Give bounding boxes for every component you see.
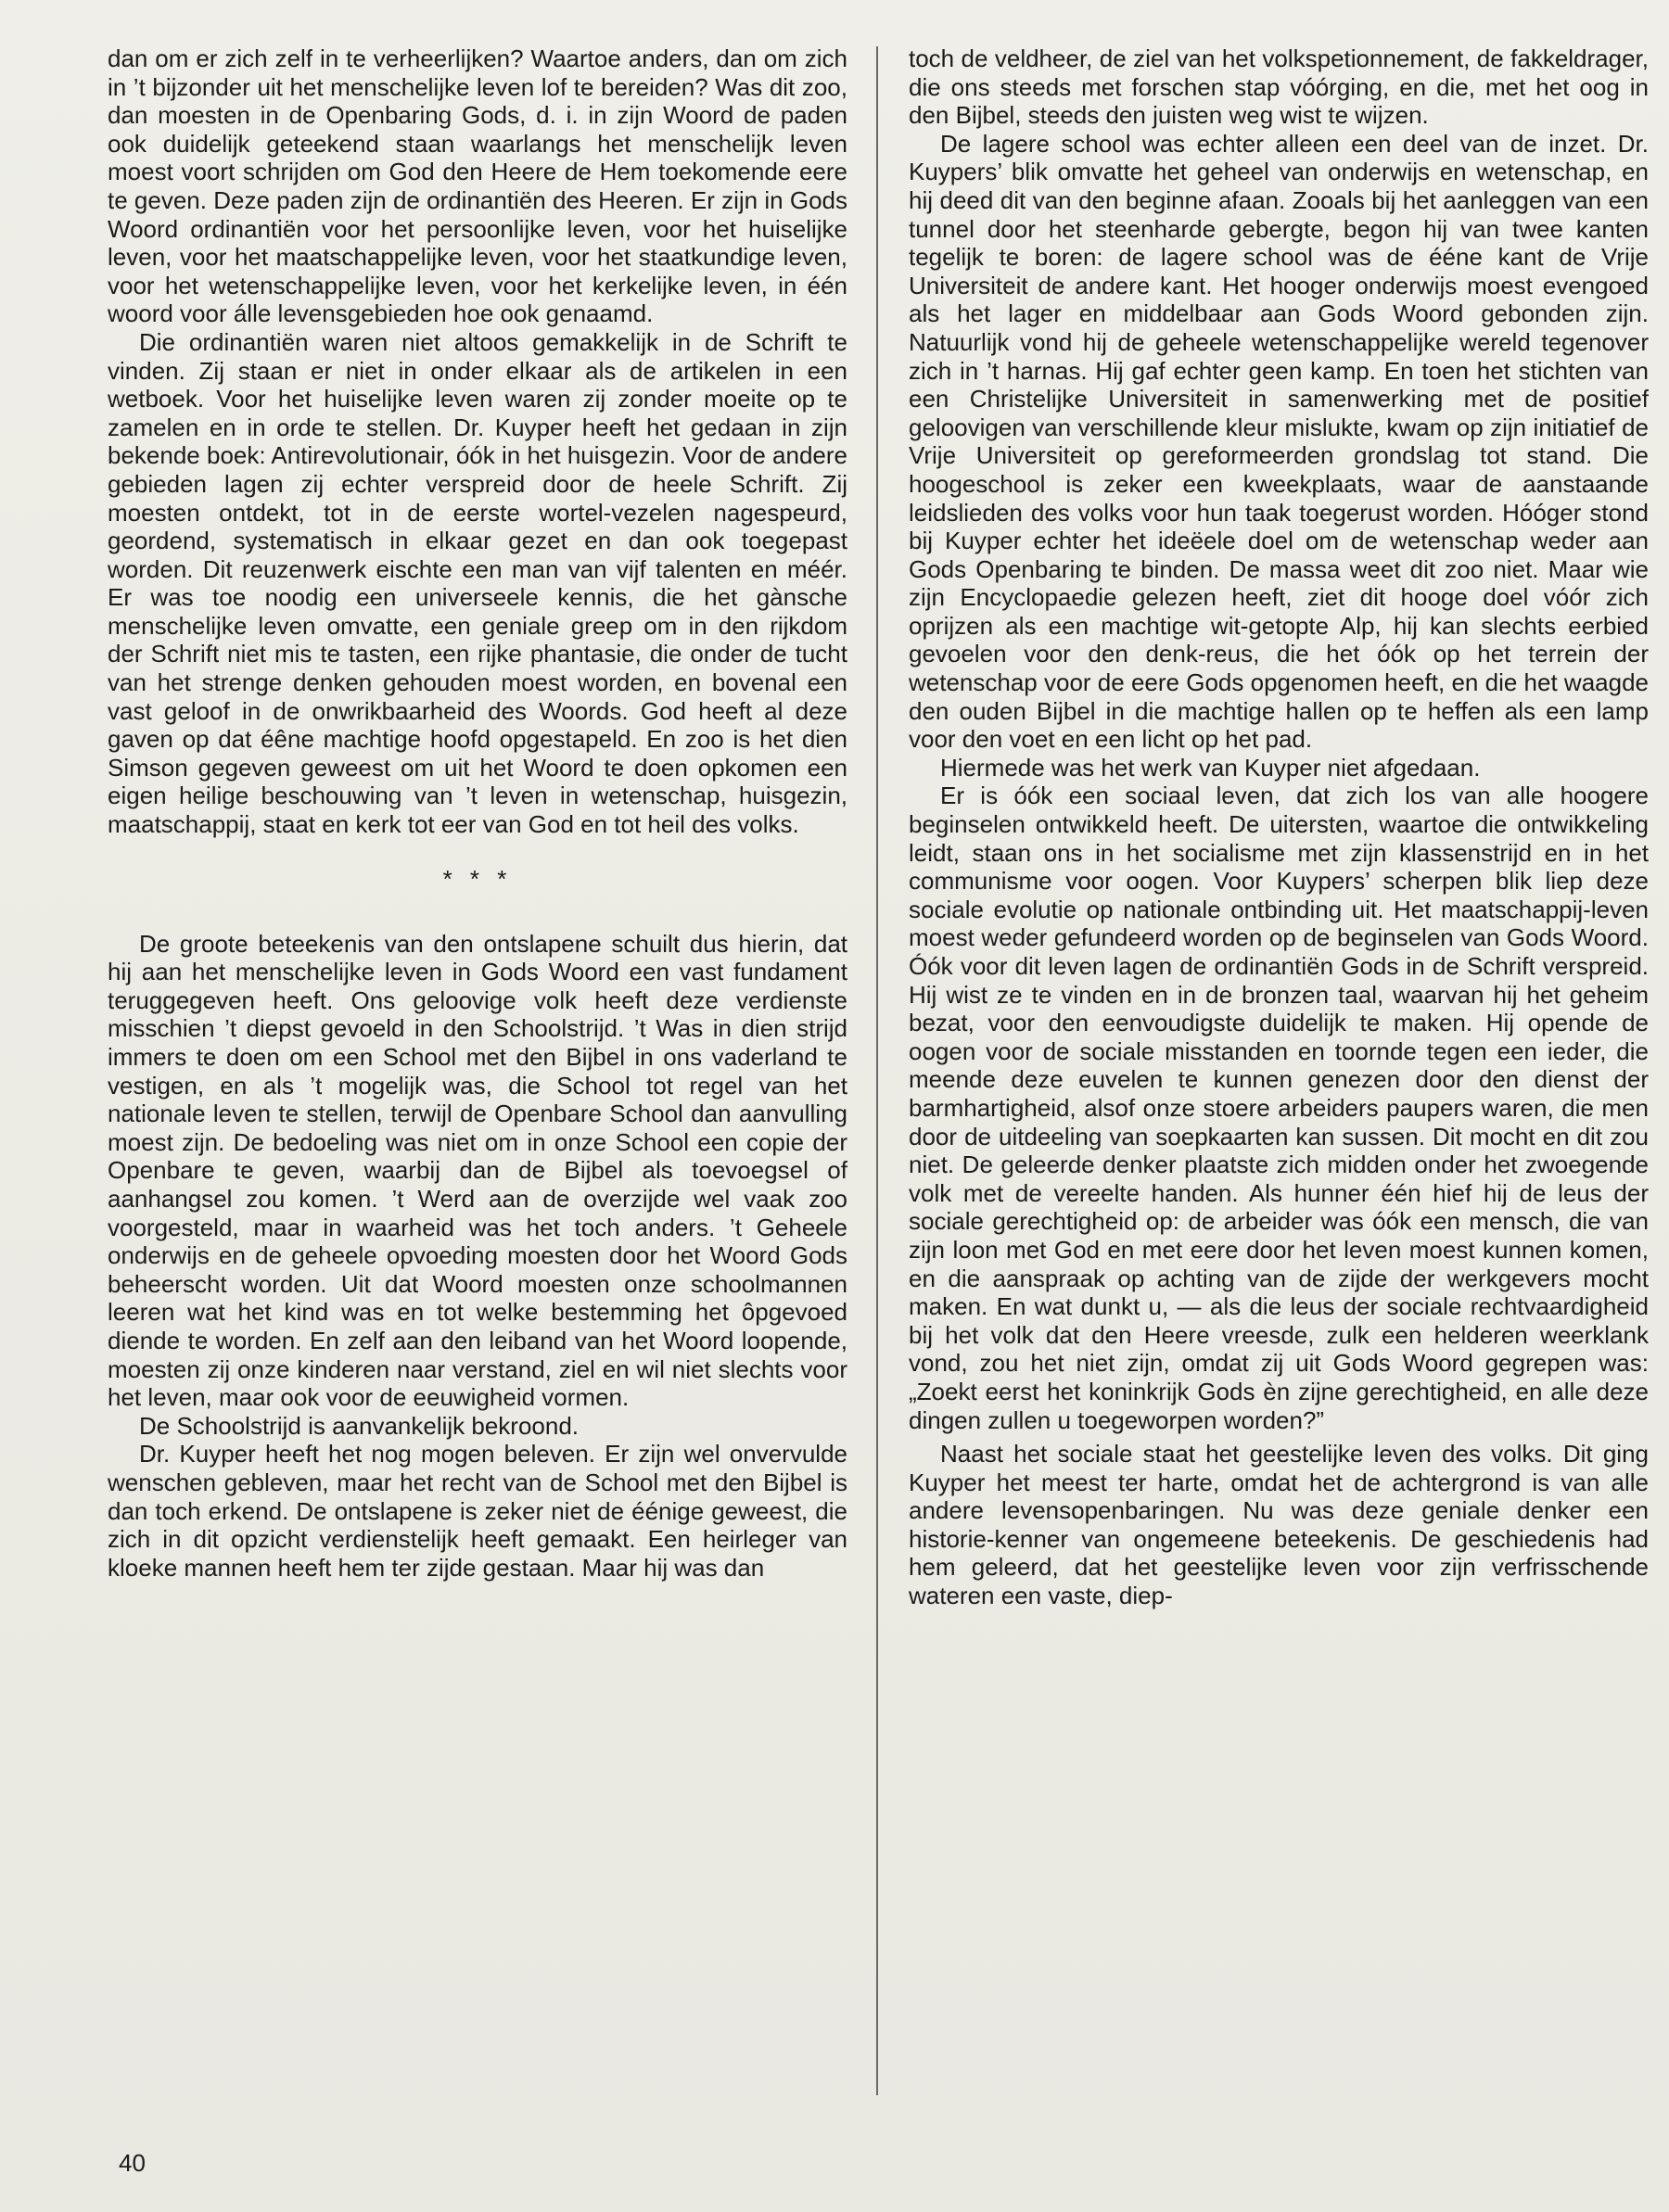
right-column bbox=[909, 44, 1649, 1610]
right-paragraph-5: Naast het sociale staat het geestelijke leven des volks. Dit ging Kuyper het meest ter harte, omdat het de achtergrond is van alle andere levensopenbaringen. Nu was deze geniale denker een historie-kenner van ongemeene beteekenis. De geschiedenis had hem geleerd, dat het geestelijke leven voor zijn verfrisschende wateren een vaste, diep- bbox=[909, 1440, 1649, 1610]
left-column bbox=[108, 44, 847, 1582]
right-paragraph-4: Er is óók een sociaal leven, dat zich los van alle hoogere beginselen ontwikkeld heeft. De uitersten, waartoe die ontwikkeling leidt, staan ons in het socialisme met zijn klassenstrijd en in het communisme voor oogen. Voor Kuypers’ scherpen blik liep deze sociale evolutie op nationale ontbinding uit. Het maatschappij-leven moest weder gefundeerd worden op de beginselen van Gods Woord. Óók voor dit leven lagen de ordinantiën Gods in de Schrift verspreid. Hij wist ze te vinden en in de bronzen taal, waarvan hij het geheim bezat, voor den eenvoudigste duidelijk te maken. Hij opende de oogen voor de sociale misstanden en toornde tegen een ieder, die meende deze euvelen te kunnen genezen door den dienst der barmhartigheid, alsof onze stoere arbeiders paupers waren, die men door de uitdeeling van soepkaarten kan sussen. Dit mocht en dit zou niet. De geleerde denker plaatste zich midden onder het zwoegende volk met de vereelte handen. Als hunner één hief hij de leus der sociale gerechtigheid op: de arbeider was óók een mensch, die van zijn loon met God en met eere door het leven moest kunnen komen, en die aanspraak op achting van de zijde der werkgevers mocht maken. En wat dunkt u, — als die leus der sociale rechtvaardigheid bij het volk dat den Heere vreesde, zulk een helderen weerklank vond, zou het niet zijn, omdat zij uit Gods Woord gegrepen was: „Zoekt eerst het koninkrijk Gods èn zijne gerechtigheid, en alle deze dingen zullen u toegeworpen worden?” bbox=[909, 782, 1649, 1434]
left-paragraph-4: De Schoolstrijd is aanvankelijk bekroond. bbox=[139, 1411, 580, 1440]
left-paragraph-3: De groote beteekenis van den ontslapene schuilt dus hierin, dat hij aan het menschelijke leven in Gods Woord een vast fundament teruggegeven heeft. Ons geloovige volk heeft deze verdienste misschien ’t diepst gevoeld in den Schoolstrijd. ’t Was in dien strijd immers te doen om een School met den Bijbel in ons vaderland te vestigen, en als ’t mogelijk was, die School tot regel van het nationale leven te stellen, terwijl de Openbare School dan aanvulling moest zijn. De bedoeling was niet om in onze School een copie der Openbare te geven, waarbij dan de Bijbel als toevoegsel of aanhangsel zou komen. ’t Werd aan de overzijde wel vaak zoo voorgesteld, maar in waarheid was het toch anders. ’t Geheele onderwijs en de geheele opvoeding moesten door het Woord Gods beheerscht worden. Uit dat Woord moesten onze schoolmannen leeren wat het kind was en tot welke bestemming het ôpgevoed diende te worden. En zelf aan den leiband van het Woord loopende, moesten zij onze kinderen naar verstand, ziel en wil niet slechts voor het leven, maar ook voor de eeuwigheid vormen. bbox=[108, 929, 847, 1412]
page-number: 40 bbox=[119, 2149, 146, 2177]
right-paragraph-1: toch de veldheer, de ziel van het volkspetionnement, de fakkeldrager, die ons steeds met forschen stap vóórging, en die, met het oog in den Bijbel, steeds den juisten weg wist te wijzen. bbox=[909, 44, 1649, 130]
right-paragraph-3: Hiermede was het werk van Kuyper niet afgedaan. bbox=[940, 753, 1481, 782]
section-separator: * * * bbox=[442, 864, 513, 893]
left-paragraph-5: Dr. Kuyper heeft het nog mogen beleven. Er zijn wel onvervulde wenschen gebleven, maar het recht van de School met den Bijbel is dan toch erkend. De ontslapene is zeker niet de éénige geweest, die zich in dit opzicht verdienstelijk heeft gemaakt. Een heirleger van kloeke mannen heeft hem ter zijde gestaan. Maar hij was dan bbox=[108, 1440, 847, 1582]
left-paragraph-2: Die ordinantiën waren niet altoos gemakkelijk in de Schrift te vinden. Zij staan er niet in onder elkaar als de artikelen in een wetboek. Voor het huiselijke leven waren zij zonder moeite op te zamelen en in orde te stellen. Dr. Kuyper heeft het gedaan in zijn bekende boek: Antirevolutionair, óók in het huisgezin. Voor de andere gebieden lagen zij echter verspreid door de heele Schrift. Zij moesten ontdekt, tot in de eerste wortel-vezelen nagespeurd, geordend, systematisch in elkaar gezet en dan ook toegepast worden. Dit reuzenwerk eischte een man van vijf talenten en méér. Er was toe noodig een universeele kennis, die het gànsche menschelijke leven omvatte, een geniale greep om in den rijkdom der Schrift niet mis te tasten, een rijke phantasie, die onder de tucht van het strenge denken gehouden moest worden, en bovenal een vast geloof in de onwrikbaarheid des Woords. God heeft al deze gaven op dat éêne machtige hoofd opgestapeld. En zoo is het dien Simson gegeven geweest om uit het Woord te doen opkomen een eigen heilige beschouwing van ’t leven in wetenschap, huisgezin, maatschappij, staat en kerk tot eer van God en tot heil des volks. bbox=[108, 327, 847, 839]
right-paragraph-2: De lagere school was echter alleen een deel van de inzet. Dr. Kuypers’ blik omvatte het geheel van onderwijs en wetenschap, en hij deed dit van den beginne afaan. Zooals bij het aanleggen van een tunnel door het steenharde gebergte, begon hij van twee kanten tegelijk te boren: de lagere school was de ééne kant de Vrije Universiteit de andere kant. Het hooger onderwijs moest evengoed als het lager en middelbaar aan Gods Woord gebonden zijn. Natuurlijk vond hij de geheele wetenschappelijke wereld tegenover zich in ’t harnas. Hij gaf echter geen kamp. En toen het stichten van een Christelijke Universiteit in samenwerking met de positief geloovigen van verschillende kleur mislukte, kwam op zijn initiatief de Vrije Universiteit op gereformeerden grondslag tot stand. Die hoogeschool is zeker een kweekplaats, waar de aanstaande leidslieden des volks voor hun taak toegerust worden. Hóóger stond bij Kuyper echter het ideëele doel om de wetenschap weder aan Gods Openbaring te binden. De massa weet dit zoo niet. Maar wie zijn Encyclopaedie gelezen heeft, ziet dit hooge doel vóór zich oprijzen als een machtige wit-getopte Alp, hij kan slechts eerbied gevoelen voor den denk-reus, die het óók op het terrein der wetenschap voor de eere Gods opgenomen heeft, en die het waagde den ouden Bijbel in die machtige hallen op te heffen als een lamp voor den voet en een licht op het pad. bbox=[909, 129, 1649, 754]
left-paragraph-1: dan om er zich zelf in te verheerlijken? Waartoe anders, dan om zich in ’t bijzonder uit het menschelijke leven lof te bereiden? Was dit zoo, dan moesten in de Openbaring Gods, d. i. in zijn Woord de paden ook duidelijk geteekend staan waarlangs het menschelijk leven moest voort schrijden om God den Heere de Hem toekomende eere te geven. Deze paden zijn de ordinantiën des Heeren. Er zijn in Gods Woord ordinantiën voor het persoonlijke leven, voor het huiselijke leven, voor het maatschappelijke leven, voor het staatkundige leven, voor het wetenschappelijke leven, voor het kerkelijke leven, in één woord voor álle levensgebieden hoe ook genaamd. bbox=[108, 44, 847, 328]
column-divider bbox=[876, 46, 878, 2095]
